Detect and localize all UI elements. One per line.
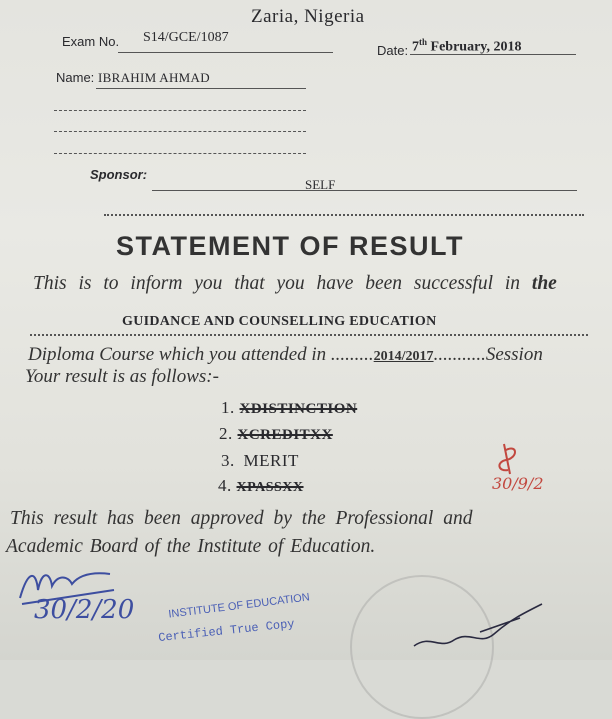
result-item-4: [218, 476, 304, 496]
name-label: Name:: [56, 70, 95, 85]
body-line-3a: Diploma Course which you attended in .........: [28, 344, 374, 365]
result-item-3: [221, 451, 299, 471]
date-suffix: th: [419, 37, 428, 47]
sponsor-line: [152, 190, 577, 191]
body-line-4: Your result is as follows:-: [25, 366, 219, 387]
exam-no-line: [118, 52, 333, 53]
result-item-1: [221, 398, 357, 418]
name-line-2: [54, 110, 306, 111]
result-label-2: XCREDITXX: [237, 427, 333, 443]
result-num-1: 1.: [221, 398, 235, 417]
result-label-3: MERIT: [243, 451, 299, 470]
exam-no-label: Exam No.: [62, 34, 120, 49]
result-item-2: [219, 424, 333, 444]
body-line-3b: ...........Session: [433, 344, 543, 365]
second-signature-icon: [410, 594, 550, 654]
date-line: [410, 54, 576, 55]
course-name: GUIDANCE AND COUNSELLING EDUCATION: [122, 314, 437, 329]
stamp-text-1: INSTITUTE OF EDUCATION: [167, 591, 311, 621]
red-handwritten-note: [488, 440, 568, 500]
body-line-1b: the: [531, 273, 557, 294]
sponsor-dotted-line: [104, 214, 584, 216]
approval-line-2: Academic Board of the Institute of Education.: [6, 536, 376, 557]
page-title: STATEMENT OF RESULT: [116, 231, 464, 261]
result-num-4: 4.: [218, 476, 232, 495]
body-line-1: [33, 273, 557, 295]
result-label-1: XDISTINCTION: [239, 401, 358, 417]
stamp-text-2: Certified True Copy: [157, 616, 296, 646]
result-num-3: 3.: [221, 451, 235, 470]
date-rest: February, 2018: [430, 39, 522, 55]
sponsor-value: SELF: [305, 177, 336, 192]
name-value: IBRAHIM AHMAD: [98, 70, 210, 85]
result-num-2: 2.: [219, 424, 233, 443]
name-line-4: [54, 153, 306, 154]
name-line-1: [96, 88, 306, 89]
name-line-3: [54, 131, 306, 132]
header-city: Zaria, Nigeria: [251, 6, 365, 27]
date-day: 7: [412, 39, 419, 55]
body-line-1a: This is to inform you that you have been successful in: [33, 273, 521, 294]
result-label-4: XPASSXX: [236, 480, 304, 495]
exam-no-value: S14/GCE/1087: [143, 30, 229, 45]
date-label: Date:: [377, 43, 409, 58]
red-note-text: 30/9/2: [492, 474, 544, 493]
session-value: 2014/2017: [373, 349, 434, 364]
date-value: [412, 37, 522, 56]
signature-date: 30/2/20: [34, 595, 135, 625]
sponsor-label: Sponsor:: [90, 167, 148, 182]
course-dotted-line: [30, 334, 588, 336]
body-line-3: [28, 344, 543, 366]
approval-line-1: This result has been approved by the Professional and: [10, 508, 473, 529]
